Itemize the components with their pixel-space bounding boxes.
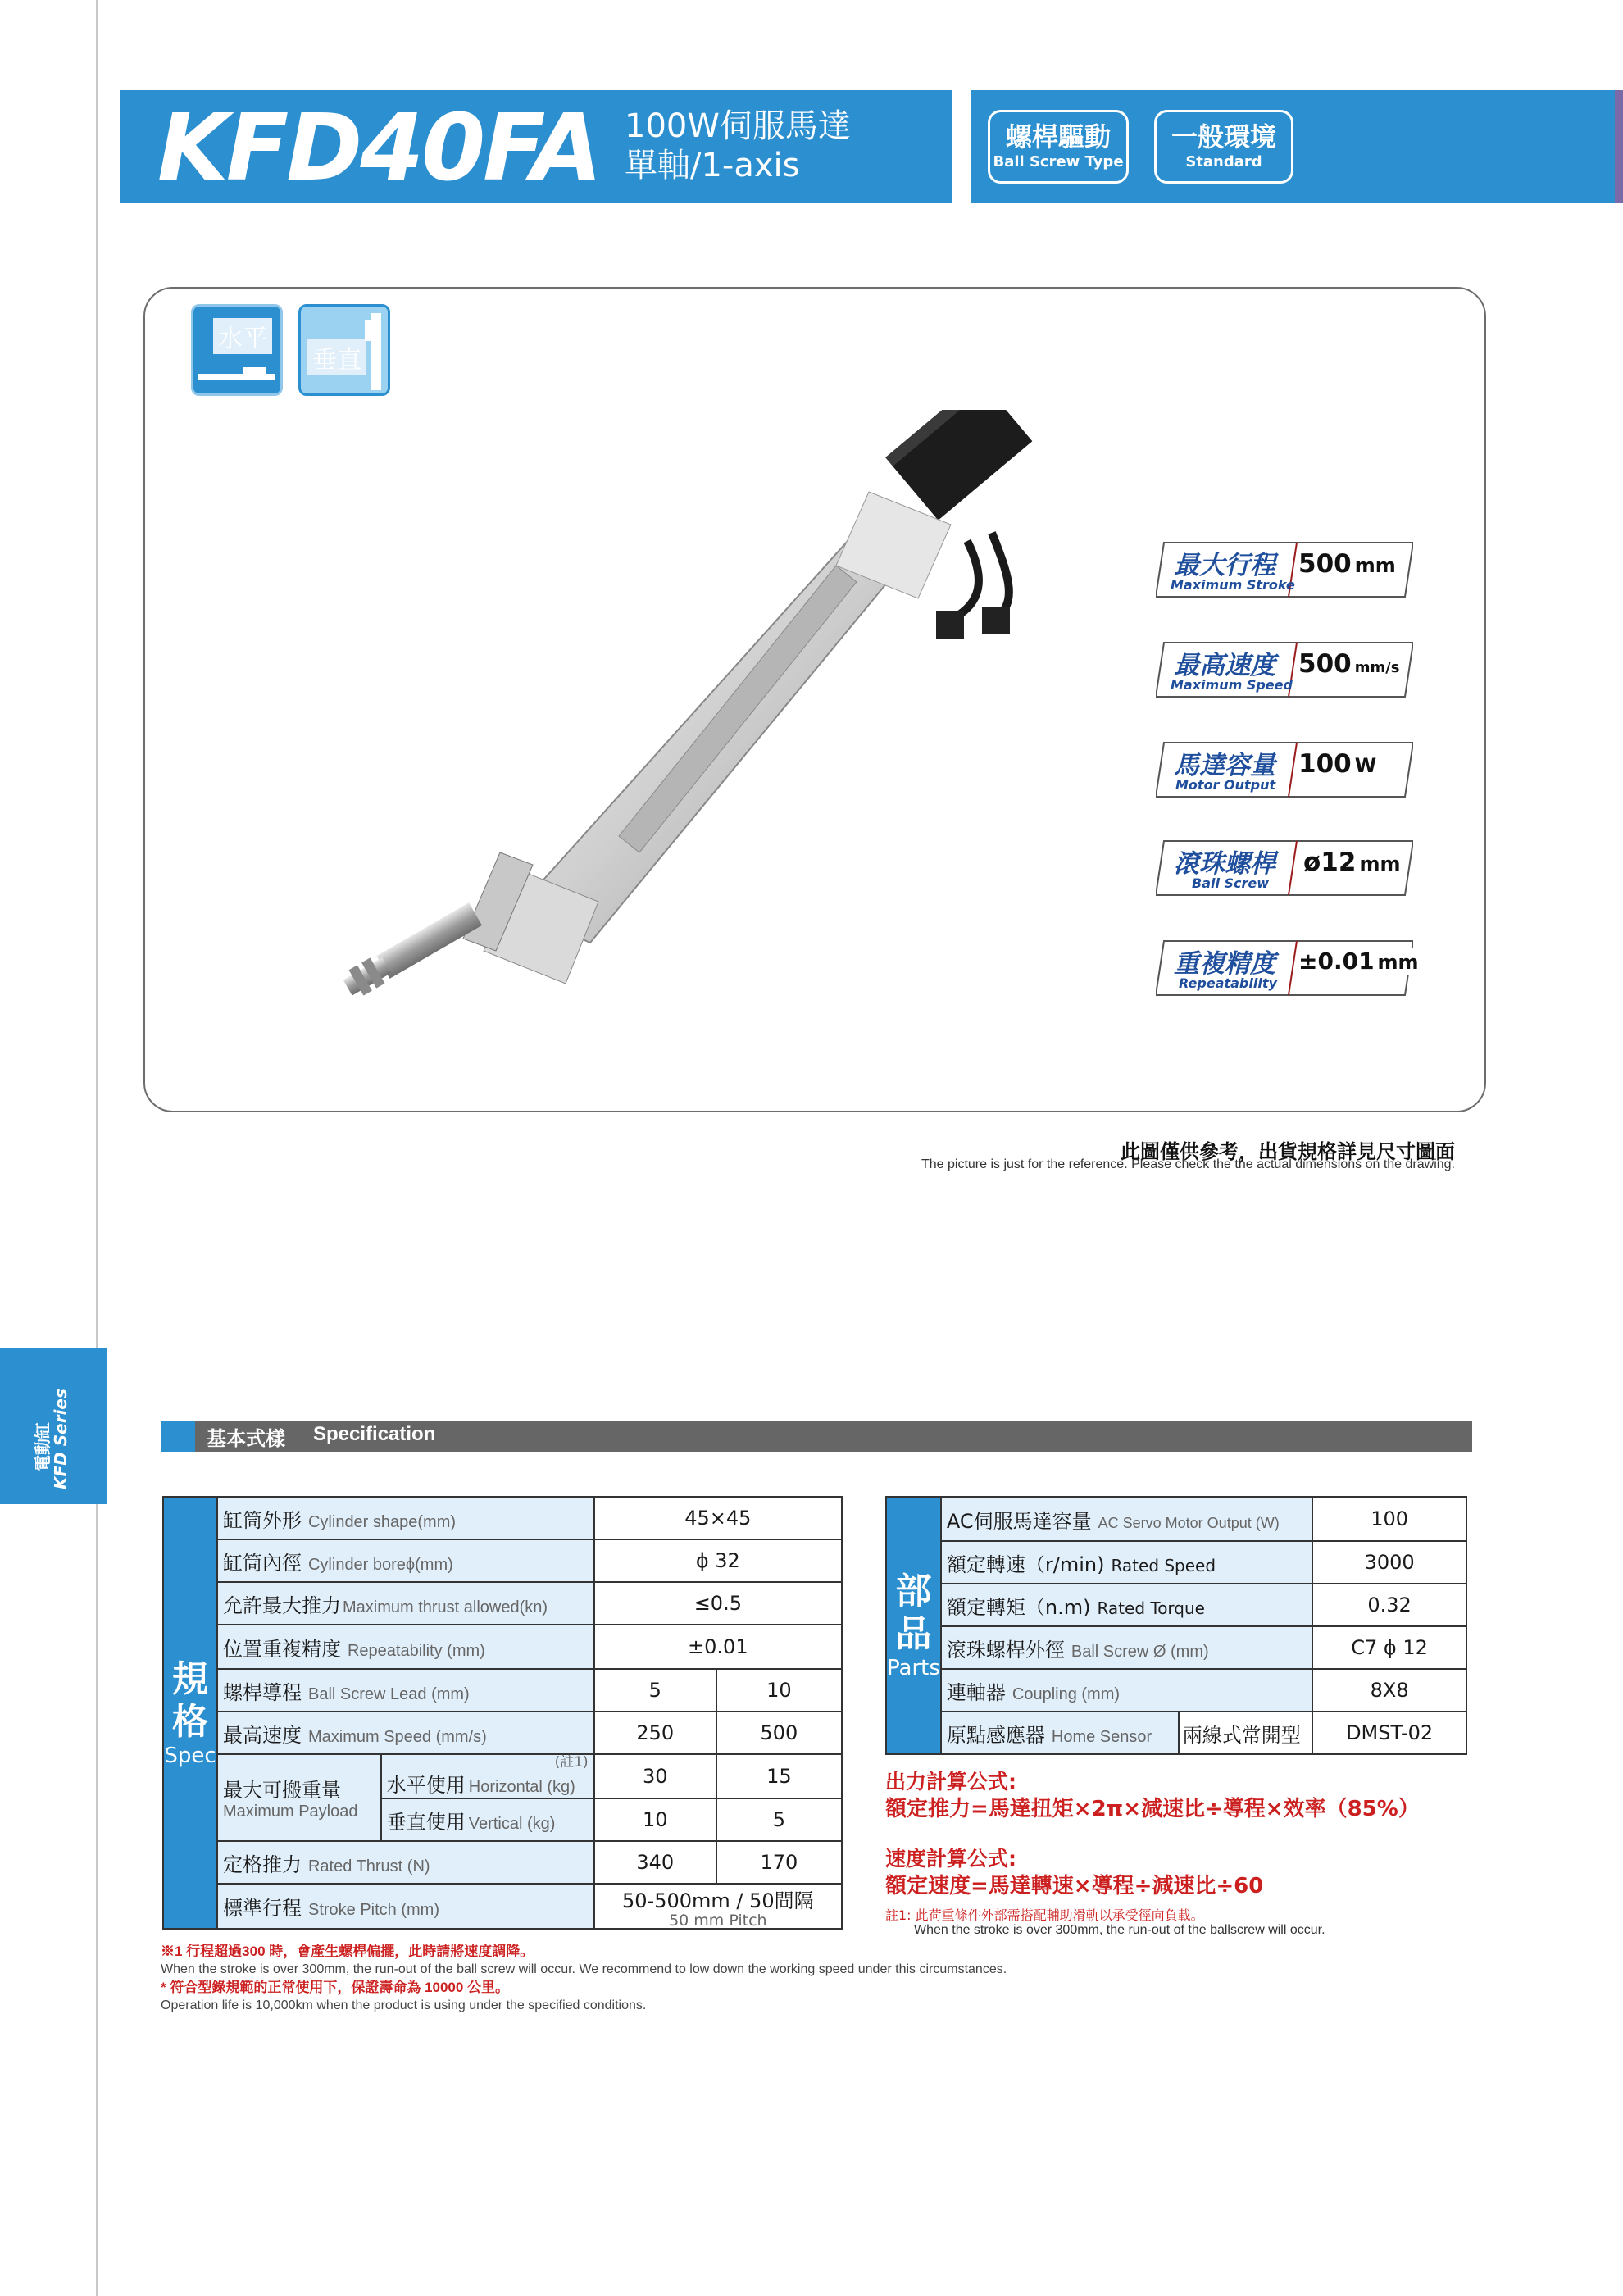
row-value: 50-500mm / 50間隔 50 mm Pitch	[594, 1884, 842, 1929]
table-row	[163, 1582, 842, 1625]
picture-note: 此圖僅供參考，出貨規格詳見尺寸圖面	[1121, 1140, 1455, 1163]
picture-note-en: The picture is just for the reference. Please check the the actual dimensions on the drawing.	[921, 1157, 1455, 1171]
spec-max-speed	[1156, 641, 1413, 698]
remark-note: 註1: 此荷重條件外部需搭配輔助滑軌以承受徑向負載。	[885, 1907, 1204, 1923]
badge-sublabel: Standard	[1185, 153, 1262, 170]
row-value: 100	[1312, 1497, 1466, 1541]
formula-title: 出力計算公式:	[885, 1770, 1016, 1794]
badge-label: 螺桿驅動	[1005, 121, 1111, 152]
spec-value: 500 mm	[1298, 549, 1396, 579]
side-series-tab	[0, 1348, 107, 1504]
row-value: DMST-02	[1312, 1712, 1466, 1754]
row-value: ϕ 32	[594, 1539, 842, 1582]
motor-cables	[959, 533, 1009, 615]
row-label: 螺桿導程 Ball Screw Lead (mm)	[217, 1669, 594, 1712]
row-value: 3000	[1312, 1541, 1466, 1584]
badge-standard	[1154, 110, 1293, 184]
row-value: ±0.01	[594, 1625, 842, 1669]
spec-sublabel: Ball Screw	[1192, 875, 1270, 891]
table-row	[163, 1497, 842, 1539]
cable-connector	[982, 607, 1010, 634]
spec-label: 重複精度	[1174, 949, 1275, 979]
section-header-accent	[161, 1421, 195, 1452]
table-row	[886, 1712, 1466, 1754]
row-label: 額定轉速（r/min) Rated Speed	[941, 1541, 1312, 1584]
payload-label: 最大可搬重量 Maximum Payload	[217, 1754, 381, 1841]
spec-max-stroke	[1156, 541, 1413, 598]
horizontal-label: 水平	[213, 318, 272, 354]
row-value: 5	[594, 1669, 716, 1712]
table-row	[886, 1669, 1466, 1712]
row-value: 500	[716, 1712, 842, 1754]
row-value: C7 ϕ 12	[1312, 1626, 1466, 1669]
table-row	[163, 1669, 842, 1712]
badge-label: 一般環境	[1171, 121, 1276, 152]
footnotes	[161, 1943, 1007, 2015]
actuator-illustration	[246, 410, 1098, 1000]
spec-label: 滾珠螺桿	[1174, 849, 1275, 879]
formula-body: 額定推力=馬達扭矩×2π×減速比÷導程×效率（85%）	[885, 1797, 1420, 1821]
vertical-label: 垂直	[307, 339, 366, 375]
spec-value: ±0.01 mm	[1298, 948, 1419, 975]
section-title: 基本式樣	[207, 1427, 285, 1450]
footnote-2: * 符合型錄規範的正常使用下，保證壽命為 10000 公里。	[161, 1980, 510, 1995]
spec-motor-output	[1156, 741, 1413, 798]
model-title: KFD40FA	[157, 95, 600, 202]
row-label: AC伺服馬達容量 AC Servo Motor Output (W)	[941, 1497, 1312, 1541]
piston-rod	[340, 901, 483, 1000]
table-row	[886, 1584, 1466, 1626]
table-row	[163, 1625, 842, 1669]
spec-label: 馬達容量	[1174, 751, 1275, 780]
payload-vertical-label: 垂直使用 Vertical (kg)	[381, 1798, 594, 1841]
row-value: 8X8	[1312, 1669, 1466, 1712]
row-label: 連軸器 Coupling (mm)	[941, 1669, 1312, 1712]
side-tab-zh: 電動缸	[33, 1422, 52, 1471]
spec-sublabel: Maximum Stroke	[1171, 577, 1295, 593]
spec-table	[162, 1496, 843, 1930]
subtitle-line-2: 單軸/1-axis	[625, 147, 800, 184]
table-row	[163, 1841, 842, 1884]
cable-connector	[936, 611, 964, 639]
row-label: 缸筒內徑 Cylinder boreϕ(mm)	[217, 1539, 594, 1582]
subtitle-line-1: 100W伺服馬達	[625, 107, 851, 145]
table-row	[886, 1541, 1466, 1584]
table-row	[886, 1626, 1466, 1669]
header-accent-strip	[1615, 90, 1623, 203]
remark-note-en: When the stroke is over 300mm, the run-out of the ballscrew will occur.	[914, 1923, 1325, 1937]
spec-sublabel: Motor Output	[1175, 777, 1276, 793]
row-label: 允許最大推力 Maximum thrust allowed(kn)	[217, 1582, 594, 1625]
formula-body: 額定速度=馬達轉速×導程÷減速比÷60	[885, 1874, 1264, 1898]
side-tab-en: KFD Series	[51, 1389, 70, 1489]
badge-ball-screw-type	[988, 110, 1129, 184]
row-label: 額定轉矩（n.m) Rated Torque	[941, 1584, 1312, 1626]
row-value: 10	[594, 1798, 716, 1841]
vertical-mount-icon	[298, 304, 390, 396]
badge-sublabel: Ball Screw Type	[993, 153, 1124, 170]
row-label: 最高速度 Maximum Speed (mm/s)	[217, 1712, 594, 1754]
table-row	[163, 1712, 842, 1754]
spec-category-cell: 規 格 Spec	[163, 1497, 217, 1929]
row-value: 0.32	[1312, 1584, 1466, 1626]
row-label: 定格推力 Rated Thrust (N)	[217, 1841, 594, 1884]
section-header	[161, 1421, 1472, 1452]
speed-formula	[885, 1846, 1263, 1900]
row-value: 340	[594, 1841, 716, 1884]
servo-motor	[885, 410, 1032, 521]
model-subtitle	[625, 107, 851, 185]
row-label: 位置重複精度 Repeatability (mm)	[217, 1625, 594, 1669]
thrust-formula	[885, 1769, 1420, 1823]
spec-label: 最大行程	[1174, 551, 1275, 580]
footnote-1-en: When the stroke is over 300mm, the run-out of the ball screw will occur. We recommend to low down the working speed under this circumstances.	[161, 1962, 1007, 1976]
row-value: 30	[594, 1754, 716, 1798]
row-value: 45×45	[594, 1497, 842, 1539]
table-row	[163, 1539, 842, 1582]
spec-sublabel: Repeatability	[1179, 975, 1277, 991]
spec-sublabel: Maximum Speed	[1171, 677, 1293, 693]
table-row	[163, 1884, 842, 1929]
row-label: 滾珠螺桿外徑 Ball Screw Ø (mm)	[941, 1626, 1312, 1669]
spec-value: 500 mm/s	[1298, 649, 1400, 679]
actuator-slot	[619, 566, 857, 852]
row-label: 缸筒外形 Cylinder shape(mm)	[217, 1497, 594, 1539]
row-value: ≤0.5	[594, 1582, 842, 1625]
spec-label: 最高速度	[1174, 651, 1275, 680]
parts-category-cell: 部 品 Parts	[886, 1497, 941, 1754]
row-value: 250	[594, 1712, 716, 1754]
row-value: 170	[716, 1841, 842, 1884]
spec-repeatability	[1156, 939, 1419, 997]
horizontal-mount-icon	[191, 304, 283, 396]
table-row	[886, 1497, 1466, 1541]
table-row	[163, 1754, 842, 1798]
row-value: 5	[716, 1798, 842, 1841]
sensor-type: 兩線式常開型	[1179, 1712, 1312, 1754]
spec-ball-screw	[1156, 839, 1413, 897]
footnote-1: ※1 行程超過300 時，會產生螺桿偏擺，此時請將速度調降。	[161, 1944, 534, 1959]
formula-title: 速度計算公式:	[885, 1847, 1016, 1871]
row-label: 原點感應器 Home Sensor	[941, 1712, 1179, 1754]
row-value: 15	[716, 1754, 842, 1798]
row-label: 標準行程 Stroke Pitch (mm)	[217, 1884, 594, 1929]
spec-value: 100 W	[1298, 749, 1377, 779]
section-title-en: Specification	[313, 1423, 436, 1445]
footnote-2-en: Operation life is 10,000km when the product is using under the specified conditions.	[161, 1998, 647, 2012]
row-value: 10	[716, 1669, 842, 1712]
spec-value: ø12 mm	[1303, 848, 1401, 877]
page-guide-line	[96, 0, 98, 2296]
parts-table	[885, 1496, 1467, 1755]
payload-horizontal-label: (註1) 水平使用 Horizontal (kg)	[381, 1754, 594, 1798]
